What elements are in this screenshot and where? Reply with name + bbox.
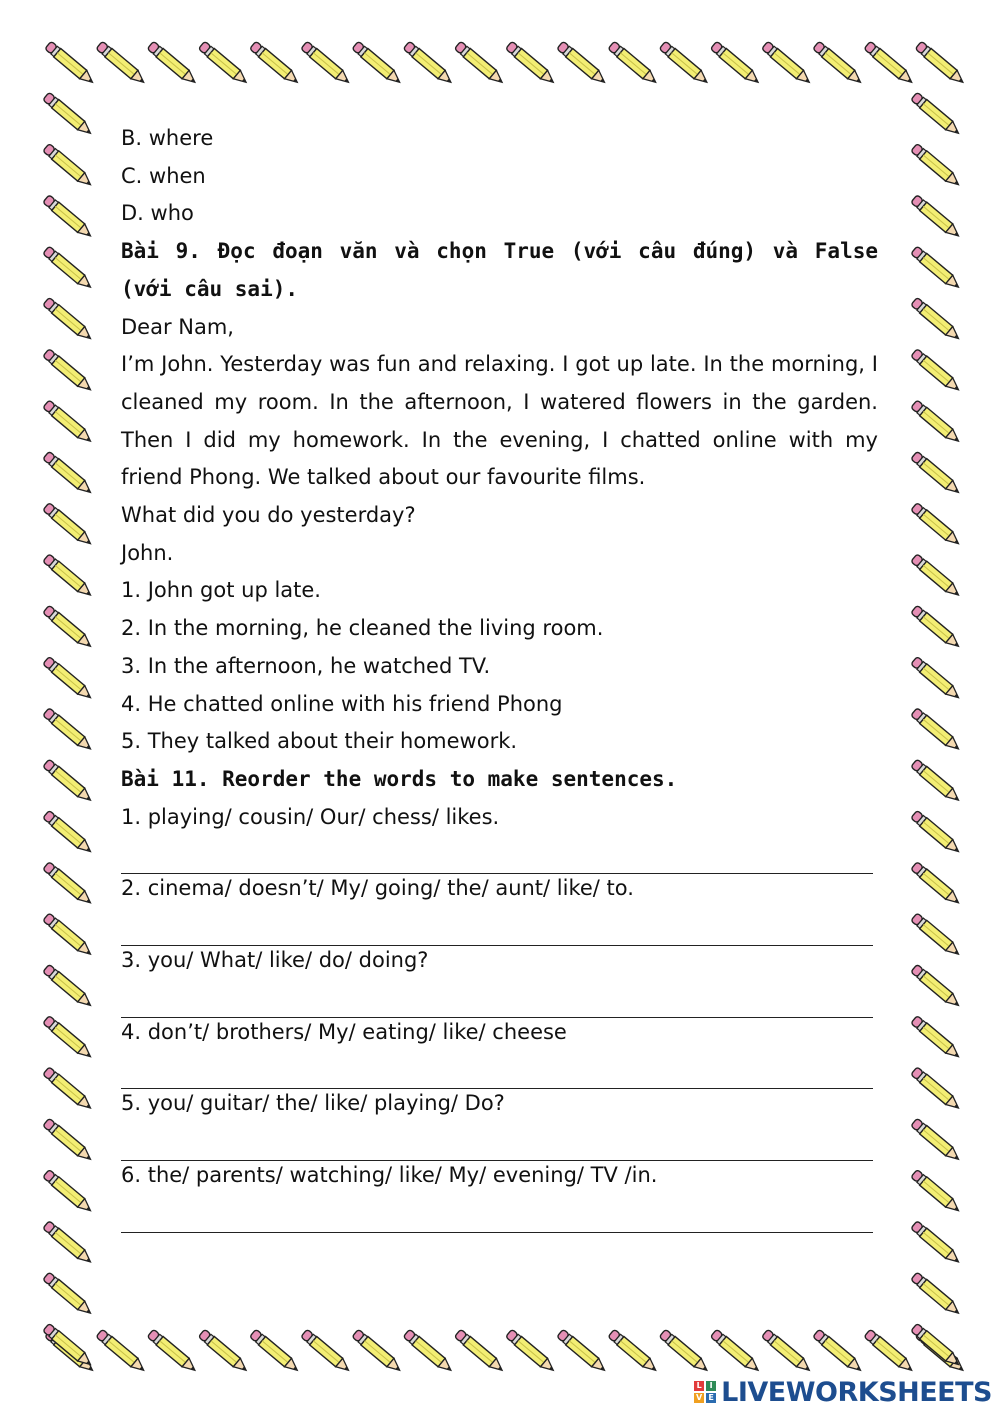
answer-line-4[interactable]	[121, 1051, 873, 1089]
pencil-icon	[403, 1329, 455, 1375]
statement-3: 3. In the afternoon, he watched TV.	[121, 653, 491, 678]
reorder-prompt-6: 6. the/ parents/ watching/ like/ My/ evening/ TV /in.	[121, 1163, 658, 1188]
answer-line-1[interactable]	[121, 836, 873, 874]
pencil-icon	[556, 41, 608, 87]
pencil-icon	[42, 194, 94, 240]
letter-signature: John.	[121, 540, 174, 565]
statement-5: 5. They talked about their homework.	[121, 729, 518, 754]
pencil-icon	[761, 41, 813, 87]
pencil-icon	[352, 1329, 404, 1375]
pencil-icon	[761, 1329, 813, 1375]
pencil-icon	[910, 194, 962, 240]
pencil-icon	[910, 913, 962, 959]
pencil-icon	[42, 246, 94, 292]
logo-cell-e: E	[706, 1393, 716, 1403]
pencil-icon	[42, 348, 94, 394]
pencil-icon	[42, 143, 94, 189]
exercise-11-title: Bài 11. Reorder the words to make sentences.	[121, 766, 678, 791]
pencil-icon	[910, 1015, 962, 1061]
statement-2: 2. In the morning, he cleaned the living room.	[121, 616, 604, 641]
pencil-icon	[812, 41, 864, 87]
pencil-icon	[915, 41, 967, 87]
pencil-icon	[910, 605, 962, 651]
pencil-icon	[812, 1329, 864, 1375]
pencil-icon	[42, 810, 94, 856]
answer-line-2[interactable]	[121, 908, 873, 946]
letter-paragraph: I’m John. Yesterday was fun and relaxing. I got up late. In the morning, I cleaned my room. In the afternoon, I watered flowers in the garden. Then I did my homework. In the evening, I chatted online with my friend Phong. We talked about our favourite films.	[121, 352, 878, 490]
pencil-icon	[864, 41, 916, 87]
exercise-9-title: Bài 9. Đọc đoạn văn và chọn True (với câu đúng) và False (với câu sai).	[121, 239, 878, 301]
pencil-icon	[910, 656, 962, 702]
pencil-icon	[42, 1272, 94, 1318]
pencil-icon	[910, 707, 962, 753]
pencil-icon	[505, 41, 557, 87]
pencil-icon	[910, 92, 962, 138]
pencil-icon	[910, 1323, 962, 1369]
logo-mark-icon	[694, 1381, 716, 1403]
pencil-icon	[910, 1169, 962, 1215]
pencil-icon	[864, 1329, 916, 1375]
pencil-icon	[910, 1066, 962, 1112]
reorder-prompt-5: 5. you/ guitar/ the/ like/ playing/ Do?	[121, 1091, 505, 1116]
pencil-icon	[910, 502, 962, 548]
pencil-icon	[42, 1066, 94, 1112]
pencil-icon	[910, 810, 962, 856]
pencil-icon	[42, 964, 94, 1010]
pencil-icon	[42, 656, 94, 702]
pencil-icon	[910, 246, 962, 292]
pencil-icon	[42, 759, 94, 805]
pencil-icon	[42, 92, 94, 138]
pencil-icon	[42, 861, 94, 907]
pencil-icon	[42, 502, 94, 548]
answer-line-6[interactable]	[121, 1195, 873, 1233]
pencil-icon	[44, 41, 96, 87]
reorder-prompt-2: 2. cinema/ doesn’t/ My/ going/ the/ aunt/ like/ to.	[121, 876, 634, 901]
pencil-icon	[147, 1329, 199, 1375]
pencil-icon	[910, 1118, 962, 1164]
pencil-icon	[910, 297, 962, 343]
statement-4: 4. He chatted online with his friend Phong	[121, 691, 563, 716]
option-c: C. when	[121, 163, 206, 188]
pencil-icon	[454, 41, 506, 87]
pencil-icon	[659, 1329, 711, 1375]
pencil-icon	[910, 1272, 962, 1318]
option-b: B. where	[121, 126, 214, 150]
pencil-icon	[42, 400, 94, 446]
pencil-icon	[198, 41, 250, 87]
pencil-icon	[42, 297, 94, 343]
pencil-icon	[710, 1329, 762, 1375]
answer-line-3[interactable]	[121, 980, 873, 1018]
pencil-icon	[352, 41, 404, 87]
pencil-icon	[556, 1329, 608, 1375]
pencil-icon	[96, 41, 148, 87]
pencil-icon	[300, 1329, 352, 1375]
pencil-icon	[910, 964, 962, 1010]
pencil-icon	[710, 41, 762, 87]
pencil-icon	[42, 1220, 94, 1266]
liveworksheets-logo	[694, 1377, 992, 1407]
pencil-icon	[910, 759, 962, 805]
pencil-icon	[249, 41, 301, 87]
pencil-icon	[910, 1220, 962, 1266]
pencil-icon	[454, 1329, 506, 1375]
logo-cell-v: V	[696, 1393, 703, 1402]
reorder-prompt-1: 1. playing/ cousin/ Our/ chess/ likes.	[121, 804, 500, 829]
pencil-icon	[659, 41, 711, 87]
pencil-icon	[249, 1329, 301, 1375]
pencil-icon	[42, 1118, 94, 1164]
pencil-icon	[505, 1329, 557, 1375]
pencil-icon	[42, 1169, 94, 1215]
letter-question: What did you do yesterday?	[121, 503, 416, 528]
answer-line-5[interactable]	[121, 1123, 873, 1161]
pencil-icon	[608, 41, 660, 87]
pencil-icon	[96, 1329, 148, 1375]
pencil-icon	[198, 1329, 250, 1375]
pencil-icon	[910, 861, 962, 907]
pencil-icon	[910, 348, 962, 394]
pencil-icon	[42, 913, 94, 959]
pencil-icon	[42, 451, 94, 497]
pencil-icon	[42, 1323, 94, 1369]
pencil-icon	[147, 41, 199, 87]
pencil-icon	[42, 553, 94, 599]
pencil-icon	[42, 1015, 94, 1061]
option-d: D. who	[121, 201, 194, 226]
reorder-prompt-3: 3. you/ What/ like/ do/ doing?	[121, 948, 429, 973]
pencil-icon	[910, 400, 962, 446]
pencil-icon	[910, 553, 962, 599]
pencil-icon	[300, 41, 352, 87]
logo-cell-l: L	[694, 1381, 704, 1391]
reorder-prompt-4: 4. don’t/ brothers/ My/ eating/ like/ cheese	[121, 1019, 567, 1044]
pencil-icon	[42, 707, 94, 753]
statement-1: 1. John got up late.	[121, 578, 321, 603]
logo-cell-i: I	[706, 1381, 716, 1391]
pencil-icon	[42, 605, 94, 651]
pencil-icon	[910, 143, 962, 189]
brand-name: LIVEWORKSHEETS	[721, 1376, 992, 1408]
letter-salutation: Dear Nam,	[121, 314, 234, 339]
pencil-icon	[403, 41, 455, 87]
pencil-icon	[910, 451, 962, 497]
worksheet-content	[121, 120, 878, 1229]
pencil-icon	[608, 1329, 660, 1375]
